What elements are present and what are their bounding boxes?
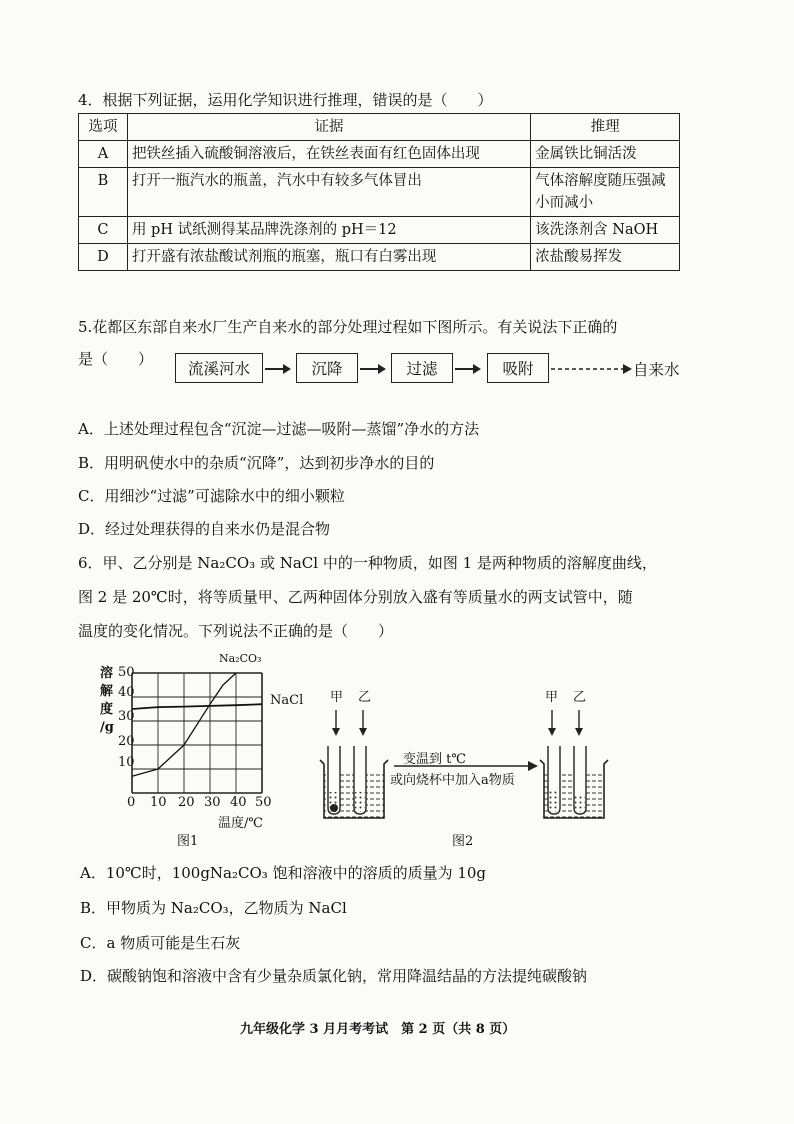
xtick-label: 30 (204, 795, 221, 810)
row-option: D (79, 244, 128, 271)
ytick-label: 40 (118, 685, 135, 700)
q6-option-d: D．碳酸钠饱和溶液中含有少量杂质氯化钠，常用降温结晶的方法提纯碳酸钠 (80, 967, 588, 985)
row-inference: 金属铁比铜活泼 (531, 141, 680, 168)
q6-stem-line3: 温度的变化情况。下列说法不正确的是（ ） (78, 622, 394, 640)
nacl-curve-label: NaCl (270, 693, 304, 708)
tube-label-jia: 甲 (330, 690, 344, 705)
down-arrow-icon (332, 710, 340, 736)
xtick-label: 0 (127, 795, 136, 810)
header-inference: 推理 (531, 114, 680, 141)
beaker-right (540, 746, 608, 818)
row-evidence: 打开盛有浓盐酸试剂瓶的瓶塞，瓶口有白雾出现 (127, 244, 530, 271)
flow-step-tapwater: 自来水 (633, 361, 680, 379)
dashed-arrow-icon (551, 361, 633, 377)
ylabel-char: /g (100, 720, 114, 735)
flow-step-filter: 过滤 (391, 353, 453, 383)
table-row (79, 141, 680, 168)
q4-stem: 4．根据下列证据，运用化学知识进行推理，错误的是（ ） (78, 91, 493, 109)
row-inference: 该洗涤剂含 NaOH (531, 217, 680, 244)
figure-1-caption: 图1 (177, 834, 199, 849)
flow-arrow-icon (360, 368, 384, 370)
row-option: C (79, 217, 128, 244)
beaker-left (320, 746, 388, 818)
ytick-label: 50 (118, 665, 135, 680)
ytick-label: 30 (118, 709, 135, 724)
tube-label-yi: 乙 (358, 690, 372, 705)
q4-table (78, 113, 680, 271)
row-evidence: 把铁丝插入硫酸铜溶液后，在铁丝表面有红色固体出现 (127, 141, 530, 168)
ylabel-char: 度 (100, 702, 114, 717)
tube-label-yi: 乙 (573, 690, 587, 705)
xtick-label: 20 (178, 795, 195, 810)
q6-option-a: A．10℃时，100gNa₂CO₃ 饱和溶液中的溶质的质量为 10g (80, 864, 487, 882)
xtick-label: 10 (150, 795, 167, 810)
q5-option-d: D．经过处理获得的自来水仍是混合物 (78, 520, 331, 538)
q5-option-c: C．用细沙“过滤”可滤除水中的细小颗粒 (78, 487, 345, 505)
table-row (79, 244, 680, 271)
chart-grid (132, 673, 262, 793)
solubility-chart (130, 672, 265, 794)
xtick-label: 50 (255, 795, 272, 810)
page-footer: 九年级化学 3 月月考考试 第 2 页（共 8 页） (240, 1022, 516, 1037)
flow-arrow-icon (455, 368, 479, 370)
test-tube-diagram (318, 700, 618, 825)
row-inference: 浓盐酸易挥发 (531, 244, 680, 271)
q6-stem-line1: 6．甲、乙分别是 Na₂CO₃ 或 NaCl 中的一种物质，如图 1 是两种物质的溶解度曲线， (78, 554, 657, 572)
q6-stem-line2: 图 2 是 20℃时，将等质量甲、乙两种固体分别放入盛有等质量水的两支试管中，随 (78, 588, 633, 606)
down-arrow-icon (548, 710, 556, 736)
chart-curves (132, 673, 262, 776)
q5-stem-line1: 5.花都区东部自来水厂生产自来水的部分处理过程如下图所示。有关说法下正确的 (78, 318, 618, 336)
table-header-row (79, 114, 680, 141)
q6-option-b: B．甲物质为 Na₂CO₃，乙物质为 NaCl (80, 899, 347, 917)
flow-step-adsorb: 吸附 (487, 353, 549, 383)
row-inference: 气体溶解度随压强减小而减小 (531, 168, 680, 217)
q5-option-a: A．上述处理过程包含“沉淀—过滤—吸附—蒸馏”净水的方法 (78, 420, 480, 438)
tube-label-jia: 甲 (545, 690, 559, 705)
chart-xlabel: 温度/℃ (218, 816, 263, 831)
arrow-bottom-text: 或向烧杯中加入a物质 (390, 773, 515, 788)
xtick-label: 40 (230, 795, 247, 810)
flow-step-river: 流溪河水 (175, 353, 263, 383)
figure-2-caption: 图2 (452, 834, 474, 849)
arrow-top-text: 变温到 t℃ (403, 752, 466, 767)
flow-step-settle: 沉降 (296, 353, 358, 383)
row-evidence: 用 pH 试纸测得某品牌洗涤剂的 pH＝12 (127, 217, 530, 244)
chart-ylabel (100, 665, 114, 737)
ytick-label: 20 (118, 734, 135, 749)
header-evidence: 证据 (127, 114, 530, 141)
header-option: 选项 (79, 114, 128, 141)
flow-arrow-icon (265, 368, 289, 370)
q6-option-c: C．a 物质可能是生石灰 (80, 934, 241, 952)
na2co3-curve-label: Na₂CO₃ (219, 652, 262, 665)
nacl-solubility-curve (132, 704, 262, 709)
row-option: B (79, 168, 128, 217)
q5-option-b: B．用明矾使水中的杂质“沉降”，达到初步净水的目的 (78, 454, 435, 472)
table-row (79, 168, 680, 217)
q5-stem-line2: 是（ ） (78, 350, 154, 368)
down-arrow-icon (575, 710, 583, 736)
ylabel-char: 溶 (100, 666, 114, 681)
row-option: A (79, 141, 128, 168)
table-row (79, 217, 680, 244)
down-arrow-icon (359, 710, 367, 736)
row-evidence: 打开一瓶汽水的瓶盖，汽水中有较多气体冒出 (127, 168, 530, 217)
ylabel-char: 解 (100, 684, 114, 699)
ytick-label: 10 (118, 755, 135, 770)
